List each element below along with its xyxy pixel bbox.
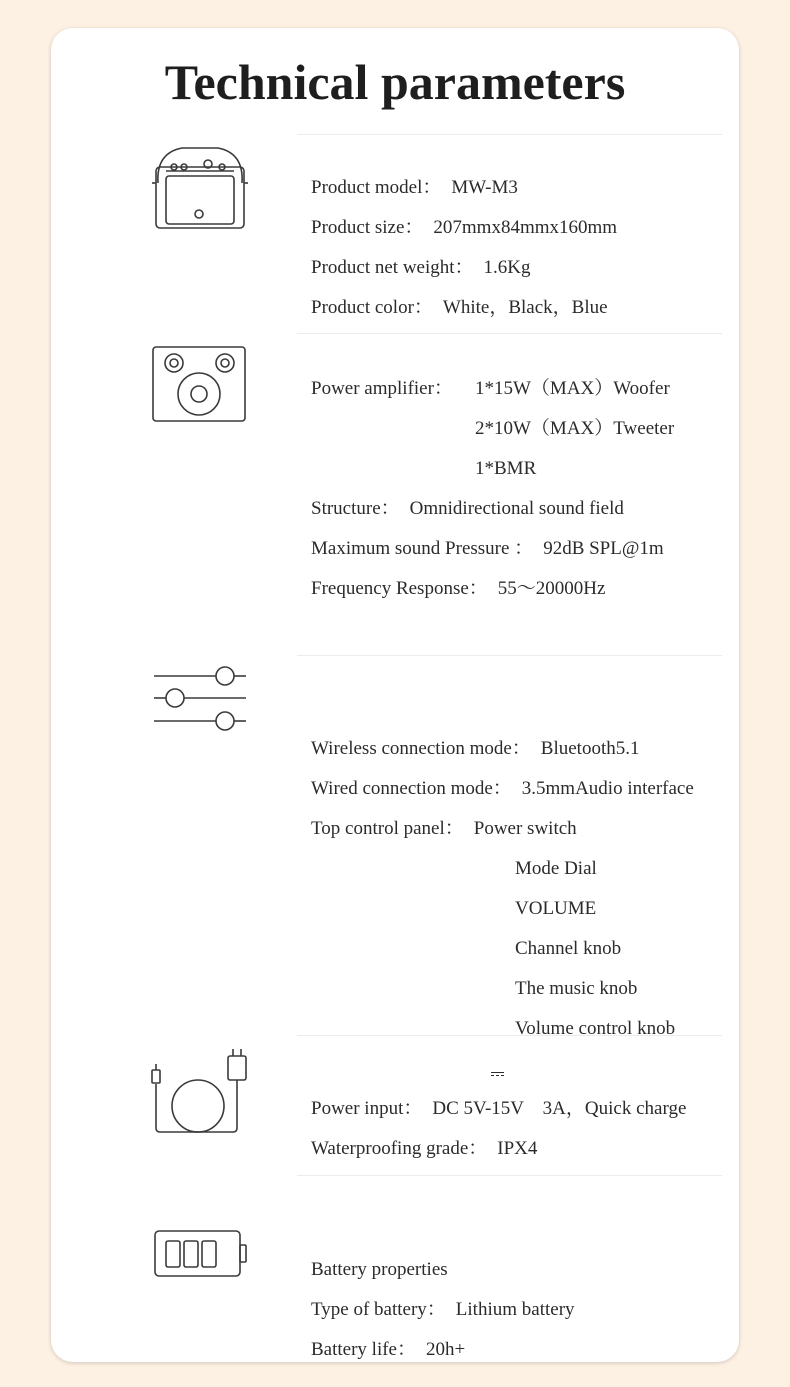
spec-value: 1*BMR: [475, 458, 537, 479]
spec-label: Product color：: [311, 297, 433, 318]
spec-power-amplifier: [311, 378, 453, 400]
spec-frequency-response: [311, 578, 605, 600]
spec-battery-type: [311, 1299, 575, 1321]
spec-value: Bluetooth5.1: [540, 738, 640, 759]
spec-label: Power amplifier：: [311, 378, 453, 399]
spec-value: 55～20000Hz: [497, 578, 606, 599]
spec-value: 3.5mmAudio interface: [521, 778, 694, 799]
divider: [297, 655, 722, 656]
spec-label: Wireless connection mode：: [311, 738, 531, 759]
battery-icon: [153, 1228, 249, 1280]
spec-value: Volume control knob: [515, 1018, 676, 1039]
spec-label: Product size：: [311, 217, 424, 238]
spec-product-weight: [311, 257, 531, 279]
spec-value: IPX4: [497, 1138, 538, 1159]
spec-label: Waterproofing grade：: [311, 1138, 488, 1159]
spec-value: Channel knob: [515, 938, 622, 959]
spec-label: Wired connection mode：: [311, 778, 512, 799]
spec-wireless-connection: [311, 738, 639, 760]
spec-top-control-panel: [311, 818, 577, 840]
spec-label: Top control panel：: [311, 818, 464, 839]
spec-battery-heading: Battery properties: [311, 1259, 448, 1280]
spec-value: DC 5V-15V 3A，Quick charge: [432, 1098, 687, 1119]
spec-value: Mode Dial: [515, 858, 597, 879]
spec-wired-connection: [311, 778, 694, 800]
spec-battery-life: [311, 1339, 465, 1361]
speaker-front-icon: [152, 143, 248, 233]
spec-label: Battery life：: [311, 1339, 416, 1360]
spec-label: Type of battery：: [311, 1299, 446, 1320]
divider: [297, 1175, 722, 1176]
spec-value: 1*15W（MAX）Woofer: [475, 378, 670, 399]
speaker-drivers-icon: [152, 345, 248, 423]
spec-label: Product model：: [311, 177, 442, 198]
spec-waterproofing: [311, 1138, 537, 1160]
spec-value: Power switch: [473, 818, 577, 839]
spec-value: MW-M3: [451, 177, 518, 198]
spec-value: VOLUME: [515, 898, 597, 919]
page-title: Technical parameters: [164, 54, 626, 110]
spec-label: Frequency Response：: [311, 578, 488, 599]
spec-max-sound-pressure: [311, 538, 664, 560]
spec-value: 20h+: [426, 1339, 466, 1360]
spec-label: Structure：: [311, 498, 400, 519]
spec-value: 92dB SPL@1m: [543, 538, 664, 559]
spec-product-size: [311, 217, 617, 239]
dc-symbol-icon: [491, 1070, 504, 1078]
spec-power-input: [311, 1098, 686, 1120]
spec-value: 1.6Kg: [483, 257, 531, 278]
sliders-icon: [152, 662, 248, 734]
spec-value: 2*10W（MAX）Tweeter: [475, 418, 675, 439]
spec-product-color: [311, 297, 608, 319]
spec-value: 207mmx84mmx160mm: [433, 217, 618, 238]
spec-product-model: [311, 177, 518, 199]
spec-label: Maximum sound Pressure ：: [311, 538, 534, 559]
spec-value: Lithium battery: [455, 1299, 575, 1320]
divider: [297, 134, 722, 135]
spec-label: Product net weight：: [311, 257, 474, 278]
spec-structure: [311, 498, 624, 520]
spec-label: Power input：: [311, 1098, 423, 1119]
divider: [297, 333, 722, 334]
spec-value: White，Black，Blue: [442, 297, 608, 318]
spec-value: Omnidirectional sound field: [409, 498, 624, 519]
charging-cable-icon: [148, 1046, 252, 1138]
spec-value: The music knob: [515, 978, 638, 999]
